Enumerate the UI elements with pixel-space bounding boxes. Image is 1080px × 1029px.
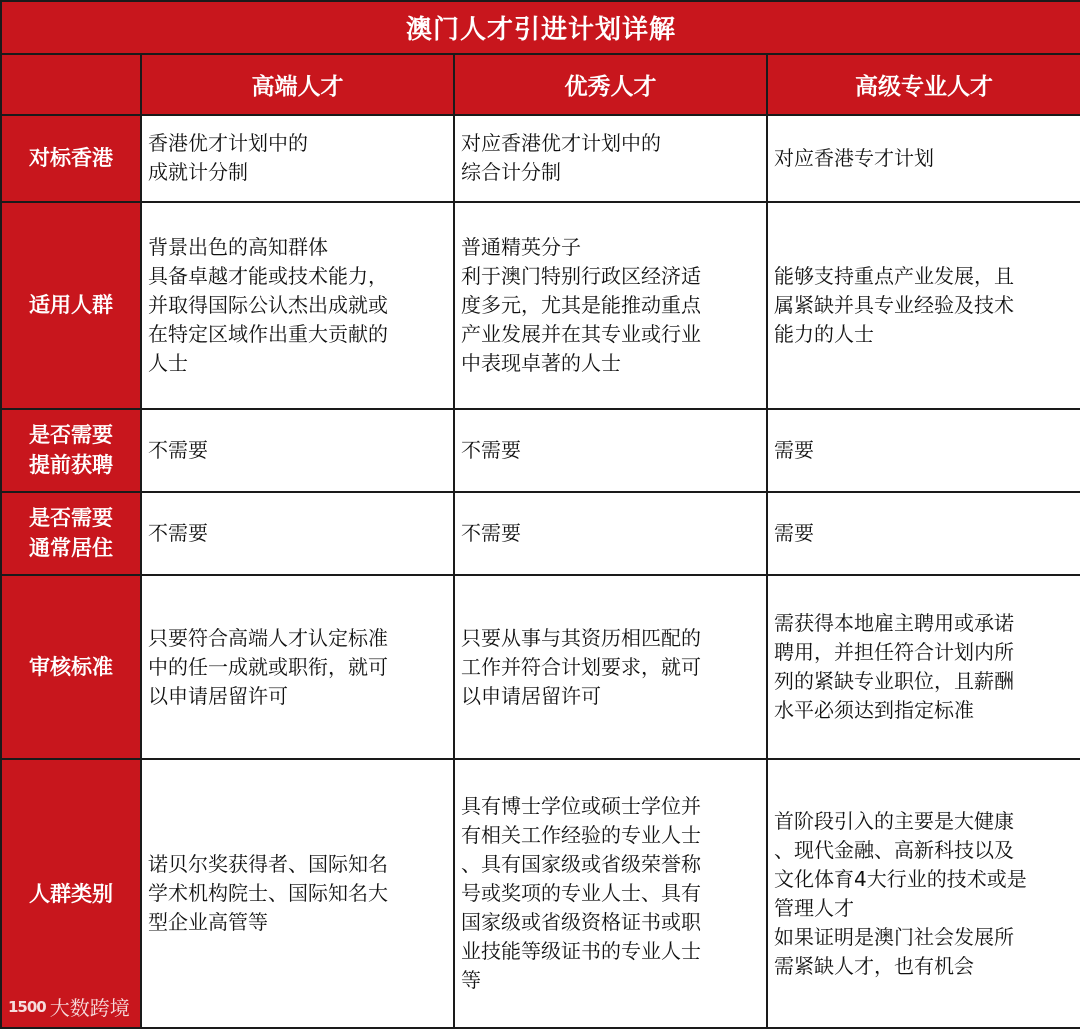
row-header-prior-employment: 是否需要 提前获聘: [1, 409, 141, 492]
table-row: [1, 492, 1080, 575]
table-cell: 首阶段引入的主要是大健康 、现代金融、高新科技以及 文化体育4大行业的技术或是 管理人才 如果证明是澳门社会发展所 需紧缺人才，也有机会: [767, 759, 1080, 1028]
table-cell: 对应香港专才计划: [767, 115, 1080, 202]
column-header-senior-professional: 高级专业人才: [767, 54, 1080, 115]
table-cell: 需要: [767, 492, 1080, 575]
row-header-hk-benchmark: 对标香港: [1, 115, 141, 202]
table-cell: 需获得本地雇主聘用或承诺 聘用，并担任符合计划内所 列的紧缺专业职位，且薪酬 水平必须达到指定标准: [767, 575, 1080, 760]
watermark-logo: 1500: [8, 997, 46, 1016]
table-cell: 普通精英分子 利于澳门特别行政区经济适 度多元，尤其是能推动重点 产业发展并在其专业或行业 中表现卓著的人士: [454, 202, 767, 409]
table-cell: 不需要: [141, 492, 454, 575]
table-row: [1, 575, 1080, 760]
header-corner: [1, 54, 141, 115]
table-cell: 诺贝尔奖获得者、国际知名 学术机构院士、国际知名大 型企业高管等: [141, 759, 454, 1028]
table-cell: 不需要: [141, 409, 454, 492]
table-row: [1, 202, 1080, 409]
table-cell: 只要从事与其资历相匹配的 工作并符合计划要求，就可 以申请居留许可: [454, 575, 767, 760]
table-cell: 需要: [767, 409, 1080, 492]
row-header-talent-category: 人群类别: [1, 759, 141, 1028]
column-header-excellent: 优秀人才: [454, 54, 767, 115]
table-cell: 背景出色的高知群体 具备卓越才能或技术能力， 并取得国际公认杰出成就或 在特定区域作出重大贡献的 人士: [141, 202, 454, 409]
table-row: [1, 759, 1080, 1028]
table-cell: 不需要: [454, 409, 767, 492]
table-cell: 对应香港优才计划中的 综合计分制: [454, 115, 767, 202]
watermark-text: 大数跨境: [49, 996, 130, 1020]
row-header-review-criteria: 审核标准: [1, 575, 141, 760]
row-header-residency: 是否需要 通常居住: [1, 492, 141, 575]
table-cell: 只要符合高端人才认定标准 中的任一成就或职衔，就可 以申请居留许可: [141, 575, 454, 760]
table-row: [1, 115, 1080, 202]
table-cell: 香港优才计划中的 成就计分制: [141, 115, 454, 202]
table-row: [1, 409, 1080, 492]
watermark: [8, 992, 130, 1021]
column-header-high-end: 高端人才: [141, 54, 454, 115]
table-cell: 具有博士学位或硕士学位并 有相关工作经验的专业人士 、具有国家级或省级荣誉称 号或奖项的专业人士、具有 国家级或省级资格证书或职 业技能等级证书的专业人士 等: [454, 759, 767, 1028]
table-cell: 能够支持重点产业发展，且 属紧缺并具专业经验及技术 能力的人士: [767, 202, 1080, 409]
table-cell: 不需要: [454, 492, 767, 575]
row-header-target-group: 适用人群: [1, 202, 141, 409]
table-title: 澳门人才引进计划详解: [1, 1, 1080, 54]
